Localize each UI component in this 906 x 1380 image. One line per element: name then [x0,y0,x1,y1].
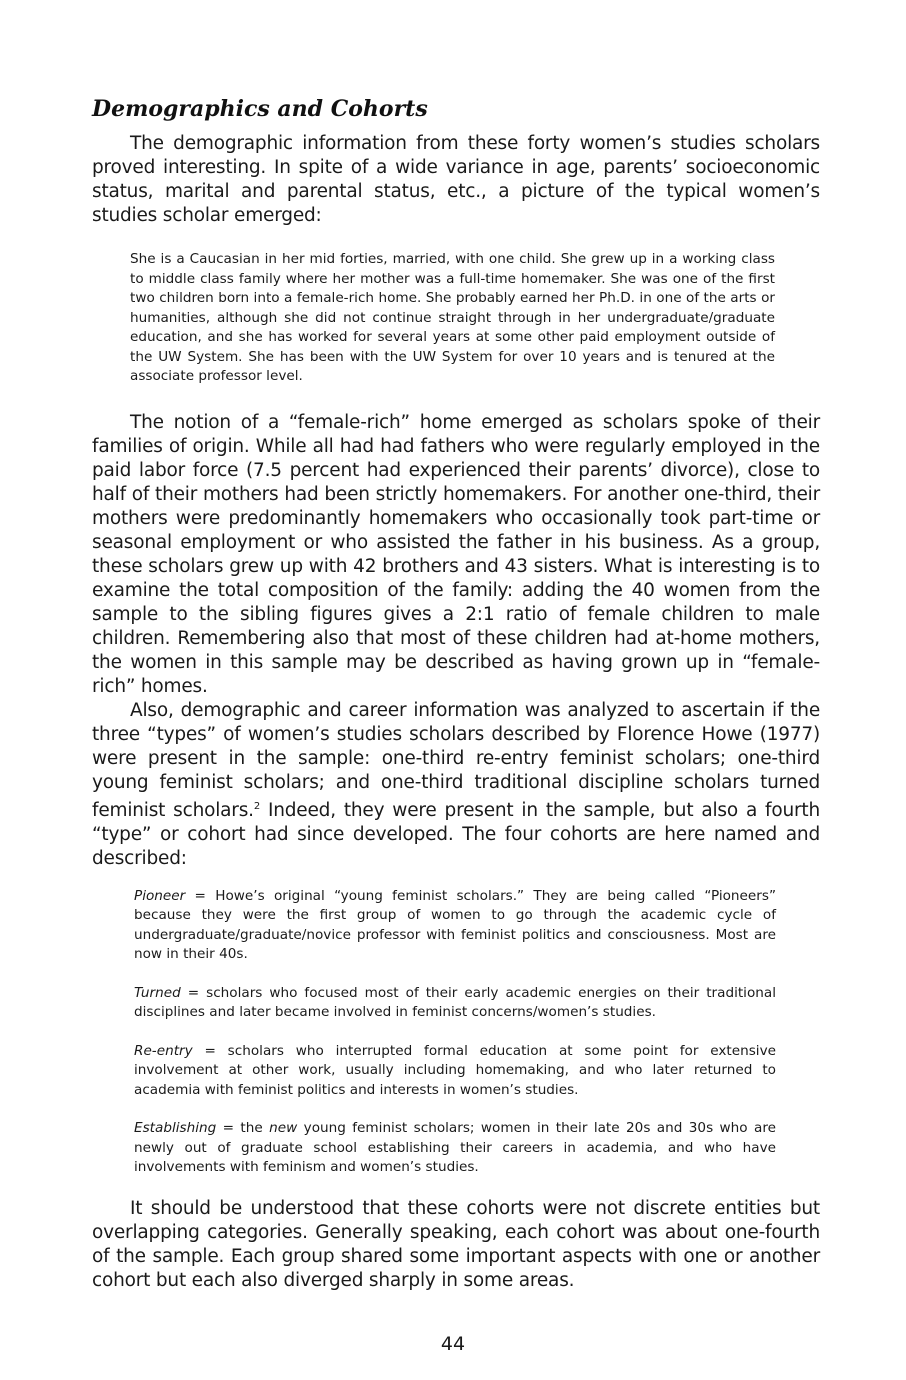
cohort-definition [134,1119,776,1178]
cohort-term: Re-entry [134,1042,193,1059]
female-rich-paragraph: The notion of a “female-rich” home emerged as scholars spoke of their families of origin. While all had had fathers who were regularly employed in the paid labor force (7.5 percent had experienced their parents’ divorce), close to half of their mothers had been strictly homemakers. For another one-third, their mothers were predominantly homemakers who occasionally took part-time or seasonal employment or who assisted the father in his business. As a group, these scholars grew up with 42 brothers and 43 sisters. What is interesting is to examine the total composition of the family: adding the 40 women from the sample to the sibling figures gives a 2:1 ratio of female children to male children. Remembering also that most of these children had at-home mothers, the women in this sample may be described as having grown up in “female-rich” homes. [92,411,820,697]
cohort-term: Pioneer [134,887,186,904]
typical-scholar-quote: She is a Caucasian in her mid forties, married, with one child. She grew up in a working class to middle class family where her mother was a full-time homemaker. She was one of the first two children born into a female-rich home. She probably earned her Ph.D. in one of the arts or humanities, although she did not continue straight through in her undergraduate/graduate education, and she has worked for several years at some other paid employment outside of the UW System. She has been with the UW System for over 10 years and is tenured at the associate professor level. [130,251,775,384]
cohort-definition [134,1042,776,1101]
intro-paragraph: The demographic information from these forty women’s studies scholars proved interesting. In spite of a wide variance in age, parents’ socioeconomic status, marital and parental status, etc., a picture of the typical women’s studies scholar emerged: [92,133,820,226]
cohort-definitions [134,887,776,1178]
page-number: 44 [440,1333,466,1355]
footnote-marker: 2 [253,800,260,812]
cohort-text: = the [216,1120,270,1137]
cohort-text-continued: young feminist scholars; women in their late 20s and 30s who are newly out of graduate school establishing their careers in academia, and who have involvements with feminism and women’s studies. [134,1120,776,1176]
overlap-paragraph: It should be understood that these cohorts were not discrete entities but overlapping categories. Generally speaking, each cohort was about one-fourth of the sample. Each group shared some important aspects with one or another cohort but each also diverged sharply in some areas. [92,1197,820,1291]
cohort-definition [134,887,776,965]
cohort-text: = scholars who interrupted formal education at some point for extensive involvement at other work, usually including homemaking, and who later returned to academia with feminist politics and interests in women’s studies. [134,1042,776,1098]
section-heading: Demographics and Cohorts [92,96,428,122]
types-text-before-note: Also, demographic and career information was analyzed to ascertain if the three “types” of women’s studies scholars described by Florence Howe (1977) were present in the sample: one-third re-entry feminist scholars; one-third young feminist scholars; and one-third traditional discipline scholars turned feminist scholars. [92,699,820,821]
cohort-term: Establishing [134,1120,217,1137]
cohort-emphasis: new [269,1120,298,1137]
cohort-text: = Howe’s original “young feminist scholars.” They are being called “Pioneers” because they were the first group of women to go through the academic cycle of undergraduate/graduate/novice professor with feminist politics and consciousness. Most are now in their 40s. [134,887,776,963]
types-paragraph [92,699,820,871]
cohort-definition [134,984,776,1023]
cohort-term: Turned [134,984,181,1001]
cohort-text: = scholars who focused most of their early academic energies on their traditional disciplines and later became involved in feminist concerns/women’s studies. [134,984,776,1021]
page-body [92,96,820,1293]
types-text-after-note: Indeed, they were present in the sample, but also a fourth “type” or cohort had since developed. The four cohorts are here named and described: [92,799,820,869]
